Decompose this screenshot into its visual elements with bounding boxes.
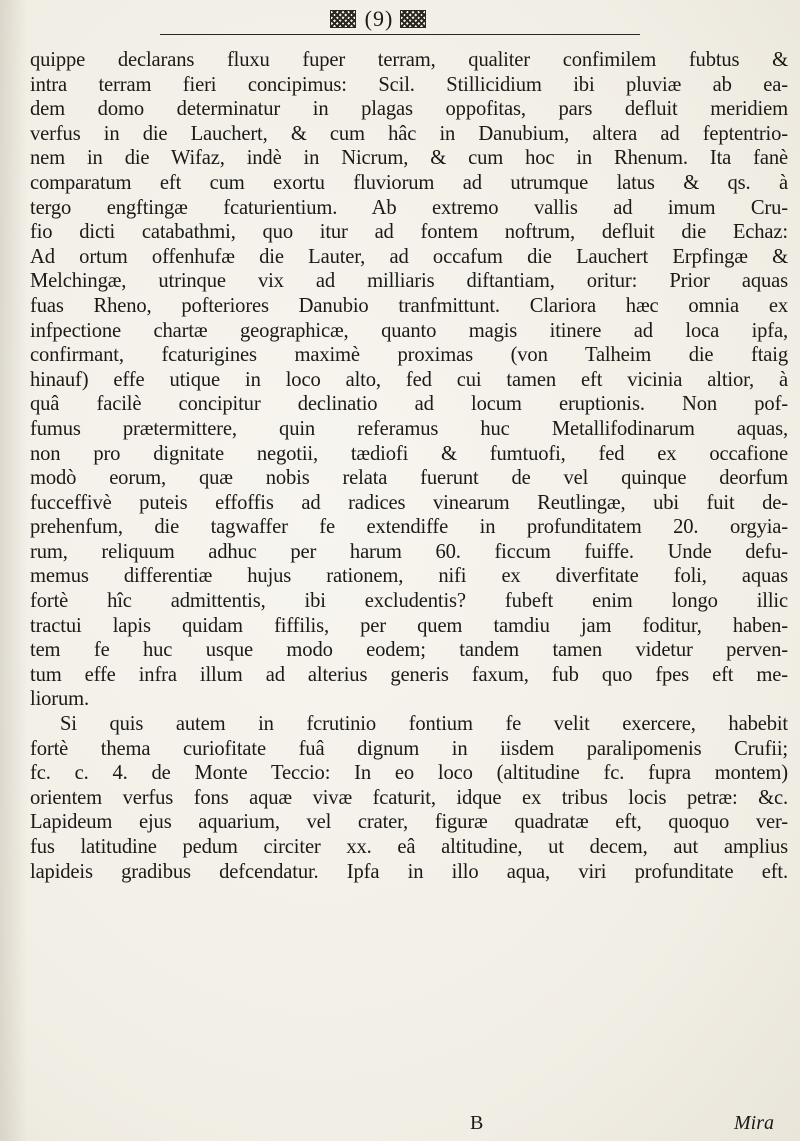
text-line: fio dicti catabathmi, quo itur ad fontem noftrum, defluit die Echaz: [30, 221, 788, 244]
text-line: verfus in die Lauchert, & cum hâc in Danubium, altera ad feptentrio- [30, 122, 788, 145]
header-ornament-left [330, 10, 356, 28]
text-line: fuas Rheno, pofteriores Danubio tranfmittunt. Clariora hæc omnia ex [30, 294, 788, 317]
text-line: liorum. [30, 688, 90, 711]
text-line: infpectione chartæ geographicæ, quanto magis itinere ad loca ipfa, [30, 319, 788, 342]
text-line: fus latitudine pedum circiter xx. eâ altitudine, ut decem, aut amplius [30, 836, 788, 858]
text-line: Lapideum ejus aquarium, vel crater, figuræ quadratæ eft, quoquo ver- [30, 811, 788, 834]
text-line: tergo engftingæ fcaturientium. Ab extremo vallis ad imum Cru- [30, 196, 788, 219]
text-line: intra terram fieri concipimus: Scil. Stillicidium ibi pluviæ ab ea- [30, 73, 788, 96]
text-line: fucceffivè puteis effoffis ad radices vinearum Reutlingæ, ubi fuit de- [30, 491, 788, 514]
text-line: Ad ortum offenhufæ die Lauter, ad occafum die Lauchert Erpfingæ & [30, 245, 788, 268]
text-line: hinauf) effe utique in loco alto, fed cui tamen eft vicinia altior, à [30, 368, 788, 391]
body-text [30, 48, 788, 884]
gutter-shadow [0, 0, 28, 1141]
page-number: (9) [364, 6, 394, 31]
text-line: comparatum eft cum exortu fluviorum ad utrumque latus & qs. à [30, 171, 788, 194]
text-line: nem in die Wifaz, indè in Nicrum, & cum hoc in Rhenum. Ita fanè [30, 147, 788, 170]
text-line: fortè thema curiofitate fuâ dignum in iisdem paralipomenis Crufii; [30, 737, 788, 760]
page-header [0, 4, 800, 38]
text-line: fortè hîc admittentis, ibi excludentis? fubeft enim longo illic [30, 590, 788, 613]
text-line: quippe declarans fluxu fuper terram, qualiter confimilem fubtus & [30, 49, 788, 71]
signature-mark: B [470, 1112, 484, 1134]
text-line: prehenfum, die tagwaffer fe extendiffe in profunditatem 20. orgyia- [30, 516, 788, 539]
header-rule [160, 34, 640, 35]
text-line: memus differentiæ hujus rationem, nifi ex diverfitate foli, aquas [30, 565, 788, 588]
text-line: fc. c. 4. de Monte Teccio: In eo loco (altitudine fc. fupra montem) [30, 762, 788, 785]
text-line: orientem verfus fons aquæ vivæ fcaturit, idque ex tribus locis petræ: &c. [30, 786, 788, 809]
text-line: rum, reliquum adhuc per harum 60. ficcum fuiffe. Unde defu- [30, 540, 788, 563]
text-line: fumus prætermittere, quin referamus huc Metallifodinarum aquas, [30, 417, 788, 440]
text-line: modò eorum, quæ nobis relata fuerunt de vel quinque deorfum [30, 467, 788, 490]
text-line: tractui lapis quidam fiffilis, per quem tamdiu jam foditur, haben- [30, 614, 788, 637]
text-line: quâ facilè concipitur declinatio ad locum eruptionis. Non pof- [30, 393, 788, 416]
text-line: confirmant, fcaturigines maximè proximas (von Talheim die ftaig [30, 344, 788, 367]
text-line: dem domo determinatur in plagas oppofitas, pars defluit meridiem [30, 98, 788, 121]
text-line: lapideis gradibus defcendatur. Ipfa in illo aqua, viri profunditate eft. [30, 860, 788, 883]
text-line: Si quis autem in fcrutinio fontium fe velit exercere, habebit [60, 713, 788, 736]
catchword: Mira [734, 1112, 774, 1134]
text-line: tum effe infra illum ad alterius generis faxum, fub quo fpes eft me- [30, 663, 788, 686]
text-line: Melchingæ, utrinque vix ad milliaris diftantiam, oritur: Prior aquas [30, 270, 788, 293]
text-line: tem fe huc usque modo eodem; tandem tamen videtur perven- [30, 639, 788, 662]
text-line: non pro dignitate negotii, tædiofi & fumtuofi, fed ex occafione [30, 442, 788, 465]
page-footer [30, 1112, 788, 1138]
header-ornament-right [400, 10, 426, 28]
